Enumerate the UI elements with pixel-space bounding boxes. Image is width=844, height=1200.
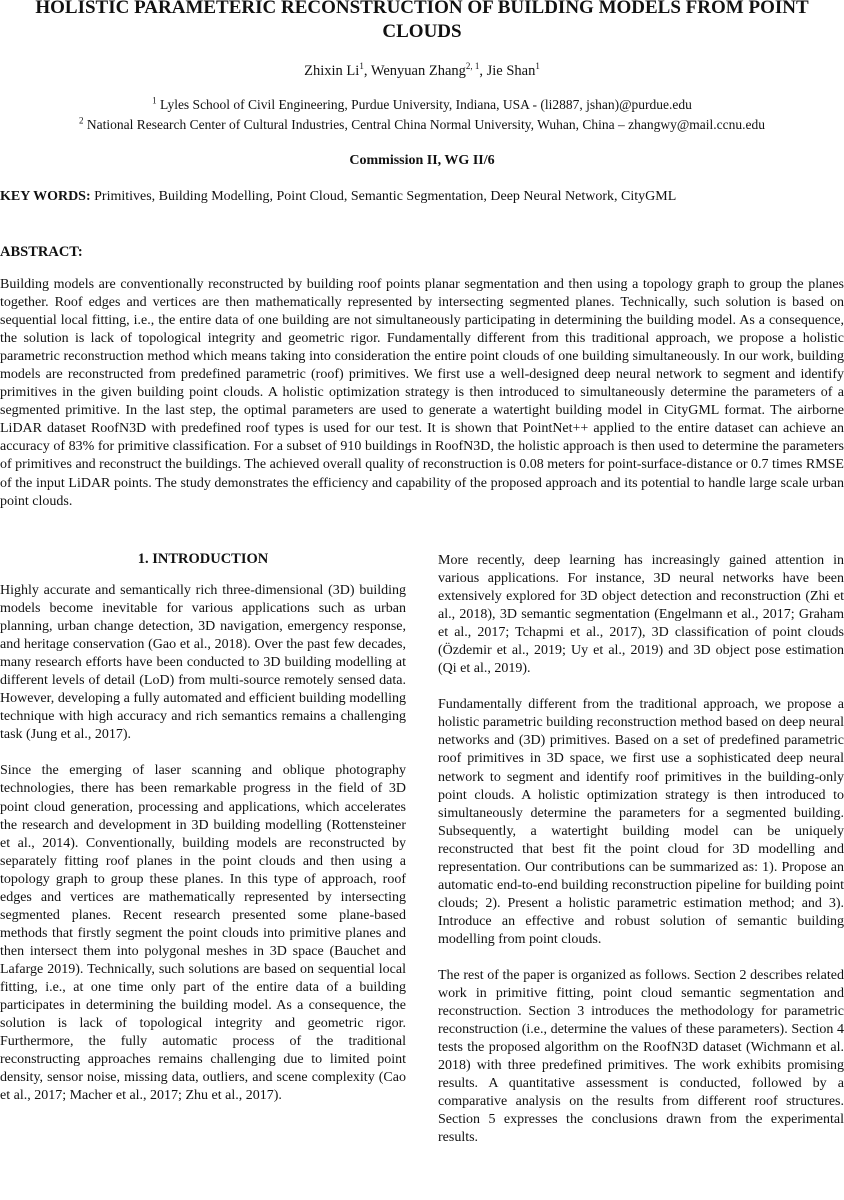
body-paragraph: Fundamentally different from the traditional approach, we propose a holistic parametric building reconstruction method based on deep neural networks and (3D) primitives. Based on a set of predefined parametric roof primitives in 3D space, we first use a sophisticated deep neural network to segment and identify roof primitives in the building-only point clouds. A holistic optimization strategy is then introduced to simultaneously determine the parameters for a segmented building. Subsequently, a watertight building model can be uniquely reconstructed that best fit the point cloud for 3D modelling and representation. Our contributions can be summarized as: 1). Propose an automatic end-to-end building reconstruction pipeline for building point clouds; 2). Present a holistic parametric estimation method; and 3). Introduce an effective and robust solution of semantic building modelling from point clouds. <box>438 697 844 947</box>
abstract-text: Building models are conventionally reconstructed by building roof points planar segmentation and then using a topology graph to group the planes together. Roof edges and vertices are then mathematically represented by intersecting segmented planes. Technically, such solution is based on sequential local fitting, i.e., the entire data of one building are not simultaneously participating in determining the building model. As a consequence, the solution is lack of topological integrity and geometric rigor. Fundamentally different from this traditional approach, we propose a holistic parametric reconstruction method which means taking into consideration the entire point clouds of one building simultaneously. In our work, building models are reconstructed from predefined parametric (roof) primitives. We first use a well-designed deep neural network to segment and identify primitives in the given building point clouds. A holistic optimization strategy is then introduced to simultaneously determine the parameters of a segmented primitive. In the last step, the optimal parameters are used to generate a watertight building model in CityGML format. The airborne LiDAR dataset RoofN3D with predefined roof types is used for our test. It is shown that PointNet++ applied to the entire dataset can achieve an accuracy of 83% for primitive classification. For a subset of 910 buildings in RoofN3D, the holistic approach is then used to determine the parameters of primitives and reconstruct the buildings. The achieved overall quality of reconstruction is 0.08 meters for point-surface-distance or 0.7 times RMSE of the input LiDAR points. The study demonstrates the efficiency and capability of the proposed approach and its potential to handle large scale urban point clouds. <box>0 277 844 509</box>
author-affiliation-mark: 1 <box>535 61 540 72</box>
author-name: Jie Shan <box>486 63 536 79</box>
keywords-label: KEY WORDS: <box>0 189 91 204</box>
right-column <box>438 552 844 1147</box>
author-name: Wenyuan Zhang <box>370 63 466 79</box>
affiliation-text: Lyles School of Civil Engineering, Purdue University, Indiana, USA - (li2887, jshan)@purdue.edu <box>156 97 692 112</box>
affiliation-1 <box>0 96 844 114</box>
body-paragraph: Since the emerging of laser scanning and oblique photography technologies, there has been remarkable progress in the field of 3D point cloud generation, processing and applications, which accelerates the research and development in 3D building modelling (Rottensteiner et al., 2014). Conventionally, building models are reconstructed by separately fitting roof planes in the point clouds and then using a topology graph to group these planes. In this type of approach, roof edges and vertices are mathematically represented by intersecting segmented planes. Recent research presented some plane-based methods that firstly segment the point clouds into primitive planes and then intersect them into polygonal meshes in 3D space (Bauchet and Lafarge 2019). Technically, such solutions are based on sequential local fitting, i.e., at one time only part of the entire data of a building participates in determining the building model. As a consequence, the solution is lack of topological integrity and geometric rigor. Furthermore, the fully automatic process of the traditional reconstructing approaches remains challenging due to limited point density, sensor noise, missing data, outliers, and scene complexity (Cao et al., 2017; Macher et al., 2017; Zhu et al., 2017). <box>0 763 406 1104</box>
affiliation-mark: 2 <box>79 115 84 126</box>
author-line <box>0 62 844 80</box>
author-name: Zhixin Li <box>304 63 360 79</box>
body-paragraph: More recently, deep learning has increasingly gained attention in various applications. For instance, 3D neural networks have been extensively explored for 3D object detection and reconstruction (Zhi et al., 2018), 3D semantic segmentation (Engelmann et al., 2017; Graham et al., 2017; Tchapmi et al., 2017), 3D classification of point clouds (Özdemir et al., 2019; Uy et al., 2019) and 3D object pose estimation (Qi et al., 2019). <box>438 553 844 677</box>
affiliation-mark: 1 <box>152 95 157 106</box>
keywords <box>0 188 844 206</box>
body-paragraph: The rest of the paper is organized as follows. Section 2 describes related work in primitive fitting, point cloud semantic segmentation and reconstruction. Section 3 introduces the methodology for parametric reconstruction (i.e., determine the values of these parameters). Section 4 tests the proposed algorithm on the RoofN3D dataset (Wichmann et al. 2018) with three predefined primitives. The work exhibits promising results. A quantitative assessment is conducted, followed by a comparative analysis on the results from different roof structures. Section 5 expresses the conclusions drawn from the experimental results. <box>438 967 844 1146</box>
commission-line: Commission II, WG II/6 <box>349 153 495 168</box>
keywords-text: Primitives, Building Modelling, Point Cloud, Semantic Segmentation, Deep Neural Network, CityGML <box>90 189 677 204</box>
author-separator: , <box>363 63 371 79</box>
body-paragraph: Highly accurate and semantically rich three-dimensional (3D) building models become inevitable for various applications such as urban planning, urban change detection, 3D navigation, emergency response, and heritage conservation (Gao et al., 2018). Over the past few decades, many research efforts have been conducted to 3D building modelling at different levels of detail (LoD) from multi-source remotely sensed data. However, developing a fully automated and efficient building modelling technique with high accuracy and rich semantics remains a challenging task (Jung et al., 2017). <box>0 583 406 743</box>
author-affiliation-mark: 1 <box>359 61 364 72</box>
left-column <box>0 550 406 1105</box>
author-separator: , <box>479 63 487 79</box>
paper-title: HOLISTIC PARAMETERIC RECONSTRUCTION OF BUILDING MODELS FROM POINT CLOUDS <box>35 0 809 42</box>
affiliation-text: National Research Center of Cultural Industries, Central China Normal University, Wuhan, China – zhangwy@mail.ccnu.edu <box>83 117 765 132</box>
section-heading-introduction: 1. INTRODUCTION <box>137 551 269 567</box>
abstract-heading: ABSTRACT: <box>0 244 83 260</box>
affiliation-2 <box>0 116 844 134</box>
author-affiliation-mark: 2, 1 <box>465 61 480 72</box>
